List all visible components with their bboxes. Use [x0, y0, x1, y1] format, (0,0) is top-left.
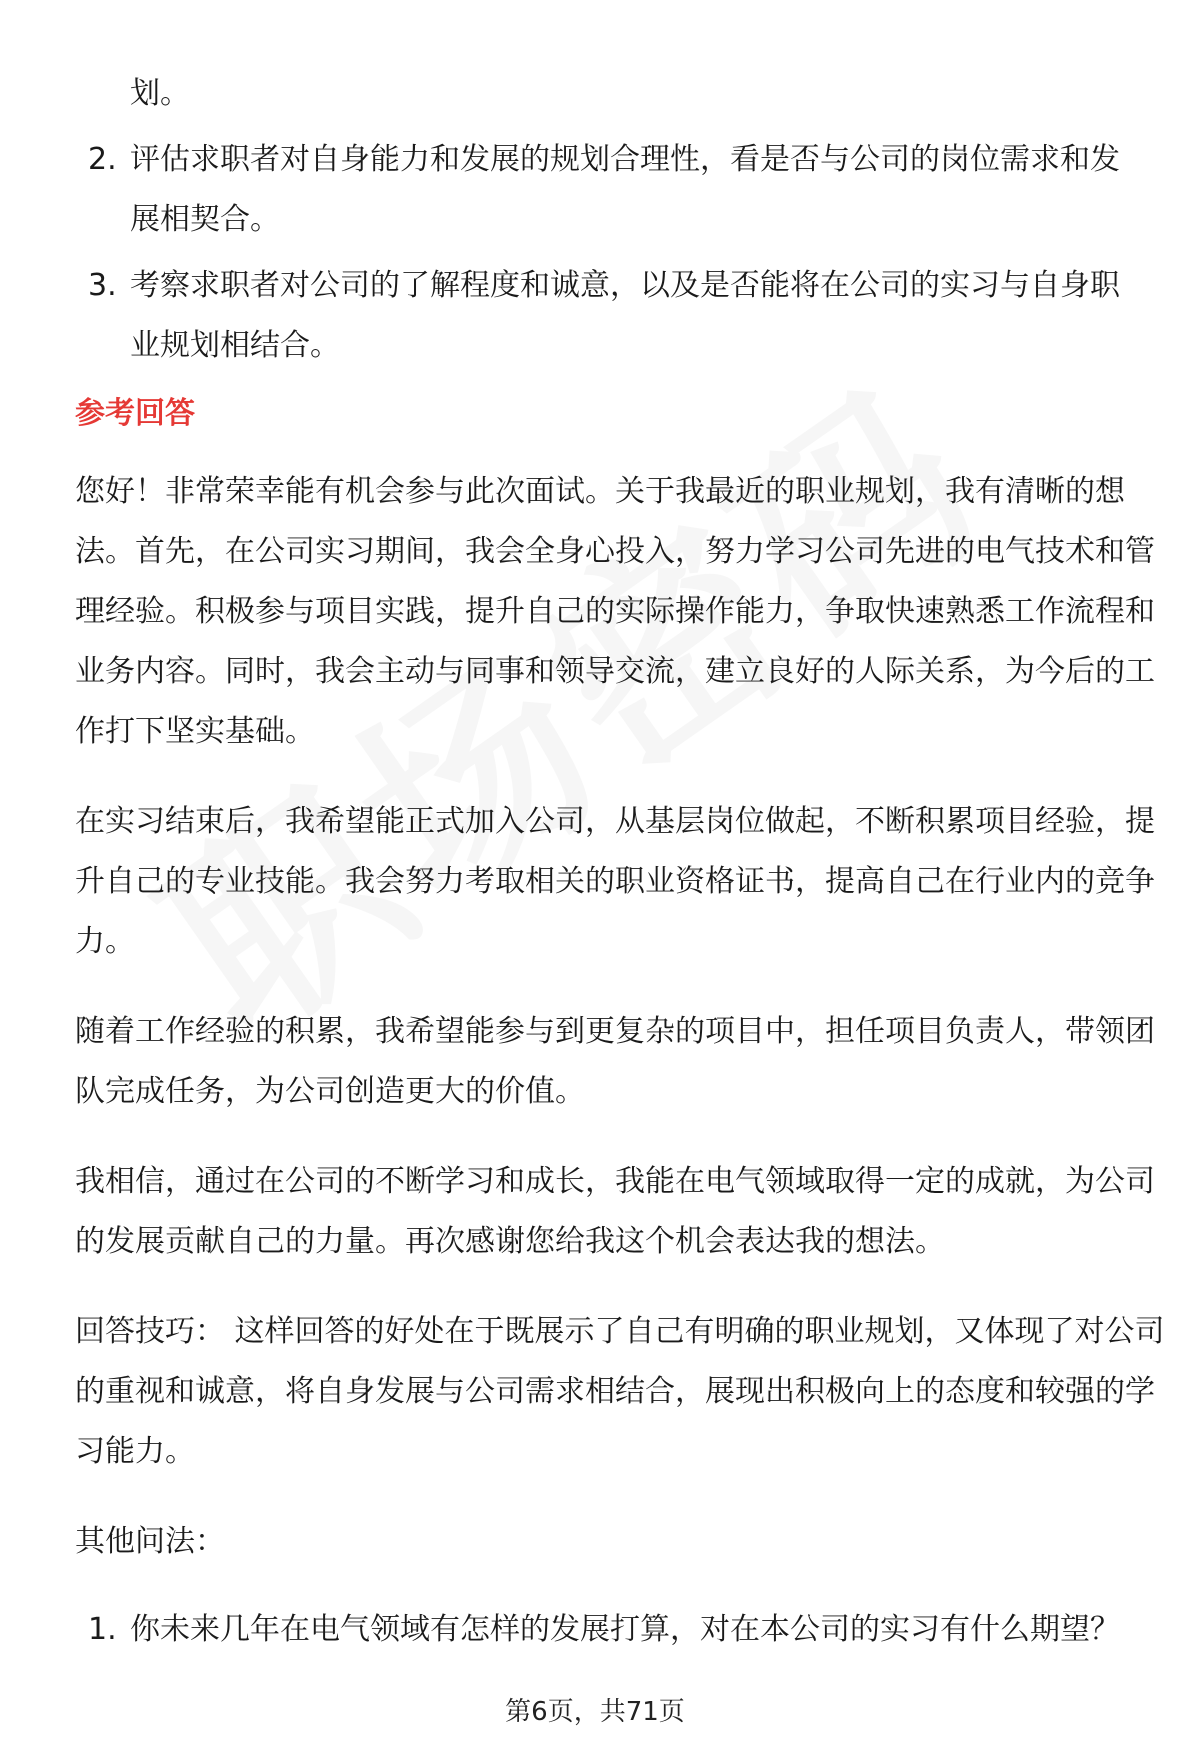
list-item: [0, 130, 1190, 250]
paragraph-experience: 随着工作经验的积累，我希望能参与到更复杂的项目中，担任项目负责人，带领团队完成任务，为公司创造更大的价值。: [75, 1014, 1155, 1109]
list-number: 2.: [88, 142, 117, 177]
list-item: [0, 1600, 1190, 1660]
list-number: 1.: [88, 1612, 117, 1647]
list-number: 3.: [88, 268, 117, 303]
list-text: 划。: [130, 76, 190, 111]
section-heading: 参考回答: [75, 396, 195, 431]
bottom-list: [0, 1600, 1190, 1660]
top-list: [0, 64, 1190, 376]
paragraph-after-internship: 在实习结束后，我希望能正式加入公司，从基层岗位做起，不断积累项目经验，提升自己的专业技能。我会努力考取相关的职业资格证书，提高自己在行业内的竞争力。: [75, 804, 1155, 959]
paragraph-answer-intro: 您好！非常荣幸能有机会参与此次面试。关于我最近的职业规划，我有清晰的想法。首先，在公司实习期间，我会全身心投入，努力学习公司先进的电气技术和管理经验。积极参与项目实践，提升自己的实际操作能力，争取快速熟悉工作流程和业务内容。同时，我会主动与同事和领导交流，建立良好的人际关系，为今后的工作打下坚实基础。: [75, 474, 1155, 749]
paragraph-other-questions: 其他问法：: [75, 1524, 225, 1559]
paragraph-answer-tips: 回答技巧： 这样回答的好处在于既展示了自己有明确的职业规划，又体现了对公司的重视和诚意，将自身发展与公司需求相结合，展现出积极向上的态度和较强的学习能力。: [75, 1314, 1165, 1469]
list-text: 考察求职者对公司的了解程度和诚意，以及是否能将在公司的实习与自身职业规划相结合。: [130, 268, 1120, 363]
list-text: 你未来几年在电气领域有怎样的发展打算，对在本公司的实习有什么期望？: [130, 1612, 1120, 1647]
list-item: [0, 256, 1190, 376]
list-item: [0, 64, 1190, 124]
list-text: 评估求职者对自身能力和发展的规划合理性，看是否与公司的岗位需求和发展相契合。: [130, 142, 1120, 237]
page-footer: 第6页，共71页: [505, 1697, 685, 1727]
paragraph-conclusion: 我相信，通过在公司的不断学习和成长，我能在电气领域取得一定的成就，为公司的发展贡献自己的力量。再次感谢您给我这个机会表达我的想法。: [75, 1164, 1155, 1259]
